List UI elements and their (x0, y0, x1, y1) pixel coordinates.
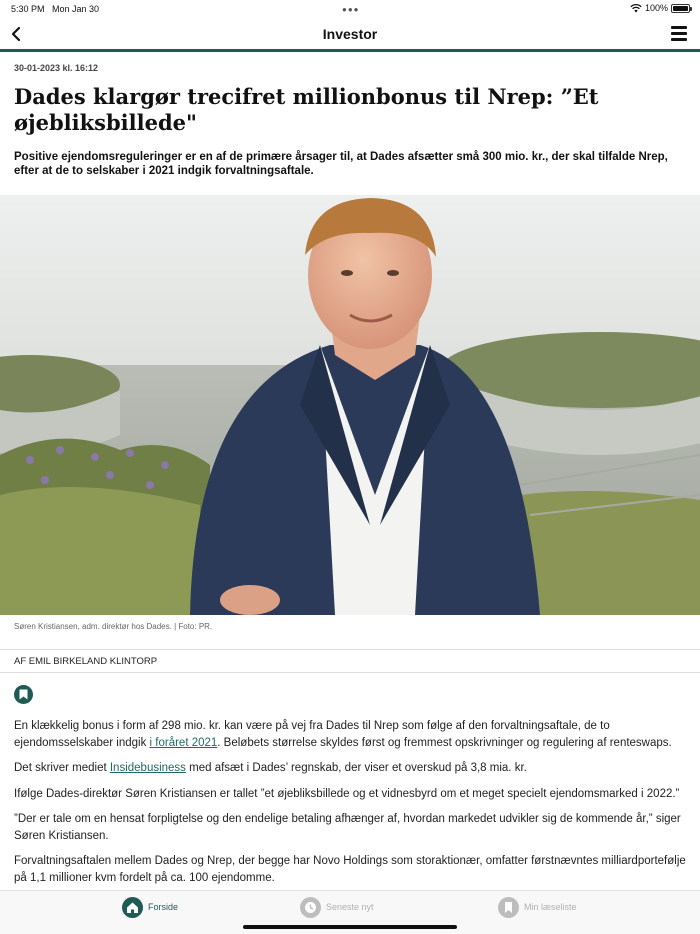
article-dateline: 30-01-2023 kl. 16:12 (14, 63, 99, 73)
paragraph-text: Det skriver mediet (14, 762, 110, 774)
divider (0, 672, 700, 673)
tab-label: Forside (148, 902, 179, 912)
status-bar (0, 0, 700, 18)
save-bookmark-button[interactable] (14, 685, 33, 704)
status-date: Mon Jan 30 (52, 4, 100, 14)
hamburger-menu-icon[interactable] (671, 26, 687, 42)
photo-caption: Søren Kristiansen, adm. direktør hos Dades. | Foto: PR. (14, 622, 213, 631)
paragraph: Ifølge Dades-direktør Søren Kristiansen er tallet ”et øjebliksbillede og et vidnesbyrd om et meget specielt ejendomsmarked i 2022.” (14, 787, 680, 800)
clock-icon (300, 897, 321, 918)
paragraph-text: med afsæt i Dades’ regnskab, der viser et overskud på 3,8 mia. kr. (185, 762, 527, 774)
paragraph (14, 718, 689, 751)
battery-fill (673, 6, 688, 11)
portrait-photo-illustration (0, 195, 700, 615)
tab-min-laeseliste[interactable] (498, 896, 577, 918)
status-right (630, 3, 690, 13)
paragraph: Forvaltningsaftalen mellem Dades og Nrep, der begge har Novo Holdings som storaktionær, omfatter førstnævntes milliardportefølje på 1,1 millioner kvm fordelt på ca. 100 ejendomme. (14, 855, 686, 884)
paragraph: ”Der er tale om en hensat forpligtelse og den endelige betaling afhænger af, hvordan markedet udvikler sig de kommende år,” siger Søren Kristiansen. (14, 813, 681, 842)
tab-seneste-nyt[interactable] (300, 896, 374, 918)
multitasking-dots-icon[interactable]: ●●● (342, 5, 360, 14)
nav-title: Investor (322, 26, 378, 42)
tab-label: Min læseliste (524, 902, 577, 912)
bookmark-icon (19, 689, 28, 700)
article-content[interactable] (0, 55, 700, 890)
bookmark-icon (498, 897, 519, 918)
link-spring-2021[interactable]: i foråret 2021 (149, 736, 218, 749)
battery-percent: 100% (644, 3, 668, 13)
paragraph-text: . Beløbets størrelse skyldes først og fremmest opskrivninger og regulering af renteswaps. (217, 736, 672, 749)
wifi-icon (630, 3, 642, 13)
divider (0, 649, 700, 650)
tab-label: Seneste nyt (326, 902, 374, 912)
nav-bar (0, 18, 700, 52)
article-photo (0, 195, 700, 615)
article-byline: AF EMIL BIRKELAND KLINTORP (14, 656, 158, 667)
article-body (14, 718, 689, 890)
home-indicator[interactable] (243, 925, 457, 929)
article-lede: Positive ejendomsreguleringer er en af de primære årsager til, at Dades afsætter små 300 mio. kr., der skal tilfalde Nrep, efter at de to selskaber i 2021 indgik forvaltningsaftale. (14, 151, 668, 177)
link-insidebusiness[interactable]: Insidebusiness (109, 762, 186, 774)
paragraph (14, 760, 689, 777)
tab-forside[interactable] (122, 896, 178, 918)
battery-icon (671, 4, 690, 13)
paragraph-text: En klækkelig bonus i form af 298 mio. kr. kan være på vej fra Dades til Nrep som følge af den forvaltningsaftale, de to ejendomsselskaber indgik (14, 720, 610, 749)
home-icon (122, 897, 143, 918)
status-time: 5:30 PM (11, 4, 45, 14)
article-headline: Dades klargør trecifret millionbonus til Nrep: ”Et øjebliksbillede" (14, 84, 599, 135)
